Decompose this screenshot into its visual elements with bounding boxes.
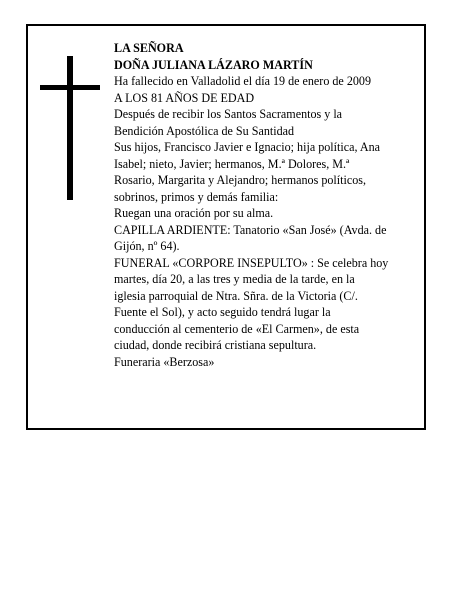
- obituary-notice: [26, 24, 426, 430]
- family-line-4: sobrinos, primos y demás familia:: [114, 189, 279, 204]
- sacraments-line-1: Después de recibir los Santos Sacramentos y la: [114, 107, 343, 121]
- family-line-3: Rosario, Margarita y Alejandro; hermanos políticos,: [114, 173, 367, 187]
- cross-vertical-bar: [67, 56, 73, 200]
- title-la-senora: LA SEÑORA: [114, 41, 184, 55]
- latin-cross-icon: [40, 56, 100, 200]
- age-line: A LOS 81 AÑOS DE EDAD: [114, 90, 255, 105]
- funeral-line-2: martes, día 20, a las tres y media de la tarde, en la: [114, 272, 355, 286]
- chapel-line-1: CAPILLA ARDIENTE: Tanatorio «San José» (Avda. de: [114, 222, 387, 237]
- funeral-line-6: ciudad, donde recibirá cristiana sepultura.: [114, 338, 317, 352]
- funeral-home: Funeraria «Berzosa»: [114, 354, 215, 369]
- deceased-name: DOÑA JULIANA LÁZARO MARTÍN: [114, 57, 313, 72]
- notice-text: [114, 40, 426, 370]
- death-date-line: Ha fallecido en Valladolid el día 19 de enero de 2009: [114, 74, 372, 88]
- funeral-line-5: conducción al cementerio de «El Carmen», de esta: [114, 321, 360, 336]
- prayer-request: Ruegan una oración por su alma.: [114, 206, 274, 220]
- funeral-line-3: iglesia parroquial de Ntra. Sñra. de la Victoria (C/.: [114, 288, 358, 303]
- chapel-line-2: Gijón, nº 64).: [114, 239, 180, 253]
- sacraments-line-2: Bendición Apostólica de Su Santidad: [114, 123, 295, 138]
- family-line-2: Isabel; nieto, Javier; hermanos, M.ª Dolores, M.ª: [114, 156, 350, 171]
- funeral-line-1: FUNERAL «CORPORE INSEPULTO» : Se celebra hoy: [114, 255, 389, 270]
- family-line-1: Sus hijos, Francisco Javier e Ignacio; hija política, Ana: [114, 140, 381, 154]
- funeral-line-4: Fuente el Sol), y acto seguido tendrá lugar la: [114, 305, 331, 319]
- cross-horizontal-bar: [40, 85, 100, 90]
